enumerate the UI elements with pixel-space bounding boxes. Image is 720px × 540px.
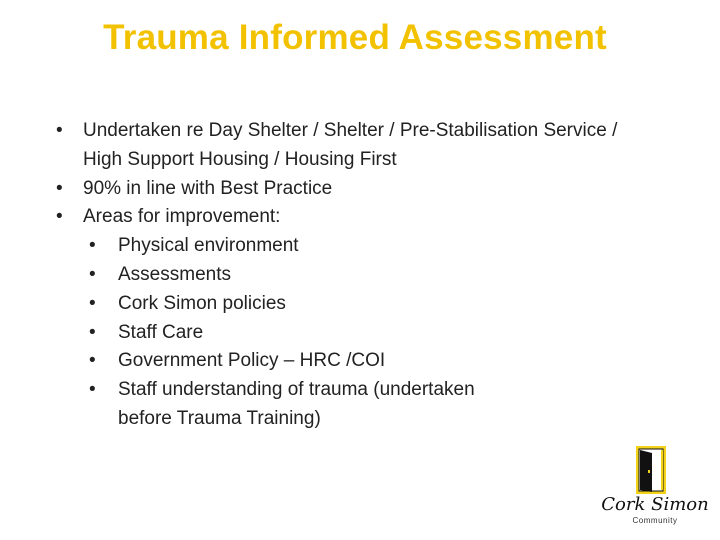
bullet-icon: • — [89, 350, 96, 372]
sub-list-item — [83, 261, 650, 290]
slide-content — [50, 117, 650, 434]
sub-list-item-text: Staff understanding of trauma (undertaken before Trauma Training) — [118, 379, 475, 429]
sub-list-item-text: Government Policy – HRC /COI — [118, 350, 386, 372]
list-item-text: 90% in line with Best Practice — [83, 177, 333, 199]
cork-simon-logo — [600, 442, 710, 530]
sub-list-item-text: Assessments — [118, 263, 231, 285]
list-item-text: Areas for improvement: — [83, 206, 281, 228]
list-item — [50, 203, 650, 232]
bullet-list — [50, 117, 650, 232]
sub-list-item — [83, 376, 488, 434]
door-icon — [600, 442, 710, 496]
bullet-icon: • — [89, 379, 96, 401]
sub-list-item-text: Cork Simon policies — [118, 292, 286, 314]
list-item — [50, 175, 650, 204]
sub-bullet-list — [50, 232, 650, 434]
bullet-icon: • — [56, 120, 63, 141]
sub-list-item-text: Physical environment — [118, 235, 299, 257]
sub-list-item-text: Staff Care — [118, 321, 204, 343]
list-item — [50, 117, 650, 175]
bullet-icon: • — [56, 177, 63, 199]
sub-list-item — [83, 290, 650, 319]
sub-list-item — [83, 319, 650, 348]
sub-list-item — [83, 232, 650, 261]
bullet-icon: • — [89, 235, 96, 257]
slide-title: Trauma Informed Assessment — [103, 18, 607, 57]
bullet-icon: • — [89, 263, 96, 285]
bullet-icon: • — [56, 206, 63, 228]
logo-subtitle: Community — [632, 516, 678, 525]
list-item-text: Undertaken re Day Shelter / Shelter / Pre-Stabilisation Service / High Support Housing / Housing First — [83, 120, 618, 170]
bullet-icon: • — [89, 321, 96, 343]
bullet-icon: • — [89, 292, 96, 314]
logo-name: Cork Simon — [601, 494, 709, 515]
sub-list-item — [83, 347, 650, 376]
